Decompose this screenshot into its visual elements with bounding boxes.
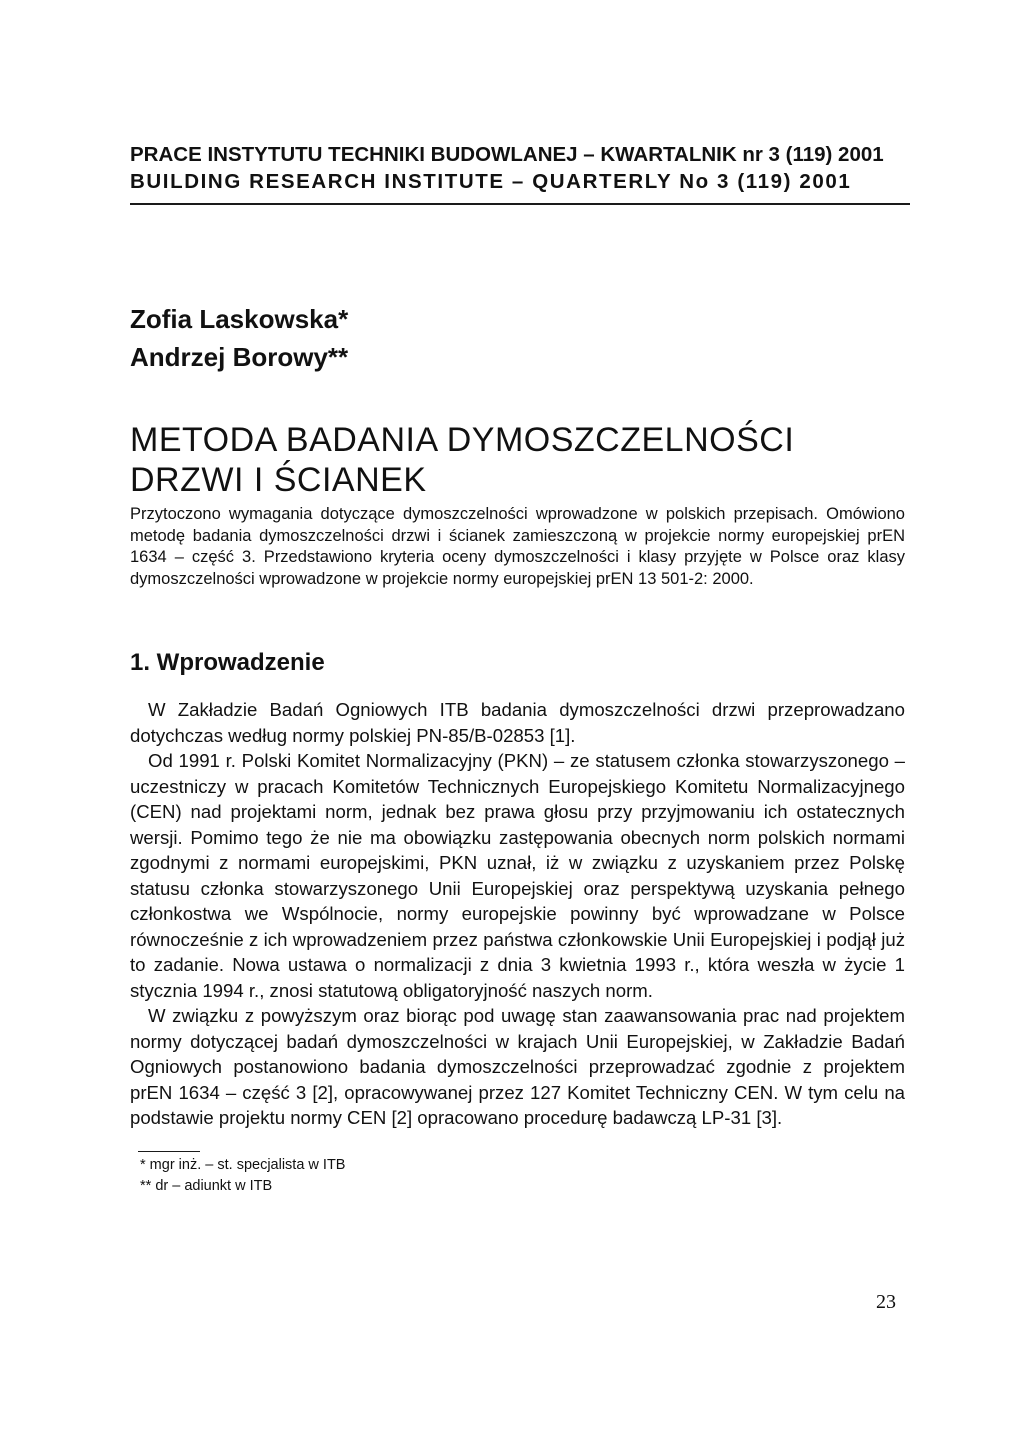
abstract: Przytoczono wymagania dotyczące dymoszczelności wprowadzone w polskich przepisach. Omówiono metodę badania dymoszczelności drzwi i ścianek zamieszczoną w projekcie normy europejskiej prEN 1634 – część 3. Przedstawiono kryteria oceny dymoszczelności i klasy przyjęte w Polsce oraz klasy dymoszczelności wprowadzone w projekcie normy europejskiej prEN 13 501-2: 2000. [130,505,905,588]
article-title-line: METODA BADANIA DYMOSZCZELNOŚCI [130,421,795,459]
journal-title-polish: PRACE INSTYTUTU TECHNIKI BUDOWLANEJ – KWARTALNIK nr 3 (119) 2001 [130,143,884,166]
author-name: Zofia Laskowska* [130,304,349,334]
footnote-divider [138,1151,200,1152]
section-body [130,697,905,1131]
section-heading: 1. Wprowadzenie [130,649,325,676]
body-paragraph: W związku z powyższym oraz biorąc pod uwagę stan zaawansowania prac nad projektem normy dotyczącej badań dymoszczelności w krajach Unii Europejskiej, w Zakładzie Badań Ogniowych postanowiono badania dymoszczelności przeprowadzać zgodnie z projektem prEN 1634 – część 3 [2], opracowywanej przez 127 Komitet Techniczny CEN. W tym celu na podstawie projektu normy CEN [2] opracowano procedurę badawczą LP-31 [3]. [130,1005,905,1128]
journal-title-english: BUILDING RESEARCH INSTITUTE – QUARTERLY No 3 (119) 2001 [130,170,852,193]
article-title [130,420,794,500]
footnote: ** dr – adiunkt w ITB [140,1178,273,1194]
footnote: * mgr inż. – st. specjalista w ITB [140,1157,346,1173]
author-name: Andrzej Borowy** [130,342,349,372]
footnotes [140,1155,345,1197]
journal-header [130,141,910,205]
body-paragraph: Od 1991 r. Polski Komitet Normalizacyjny (PKN) – ze statusem członka stowarzyszonego – uczestniczy w pracach Komitetów Technicznych Europejskiego Komitetu Normalizacyjnego (CEN) nad projektami norm, jednak bez prawa głosu przy przyjmowaniu ich ostatecznych wersji. Pomimo tego że nie ma obowiązku zastępowania obecnych norm polskich normami zgodnymi z normami europejskimi, PKN uznał, iż w związku z uzyskaniem przez Polskę statusu członka stowarzyszonego Unii Europejskiej oraz perspektywą uzyskania pełnego członkostwa we Wspólnocie, normy europejskie powinny być wprowadzane w Polsce równocześnie z ich wprowadzeniem przez państwa członkowskie Unii Europejskiej i podjął już to zadanie. Nowa ustawa o normalizacji z dnia 3 kwietnia 1993 r., która weszła w życie 1 stycznia 1994 r., znosi statutową obligatoryjność naszych norm. [130,750,905,1001]
author-list [130,300,348,376]
article-title-line: DRZWI I ŚCIANEK [130,461,427,499]
body-paragraph: W Zakładzie Badań Ogniowych ITB badania dymoszczelności drzwi przeprowadzano dotychczas według normy polskiej PN-85/B-02853 [1]. [130,699,905,746]
page-number: 23 [876,1291,896,1313]
